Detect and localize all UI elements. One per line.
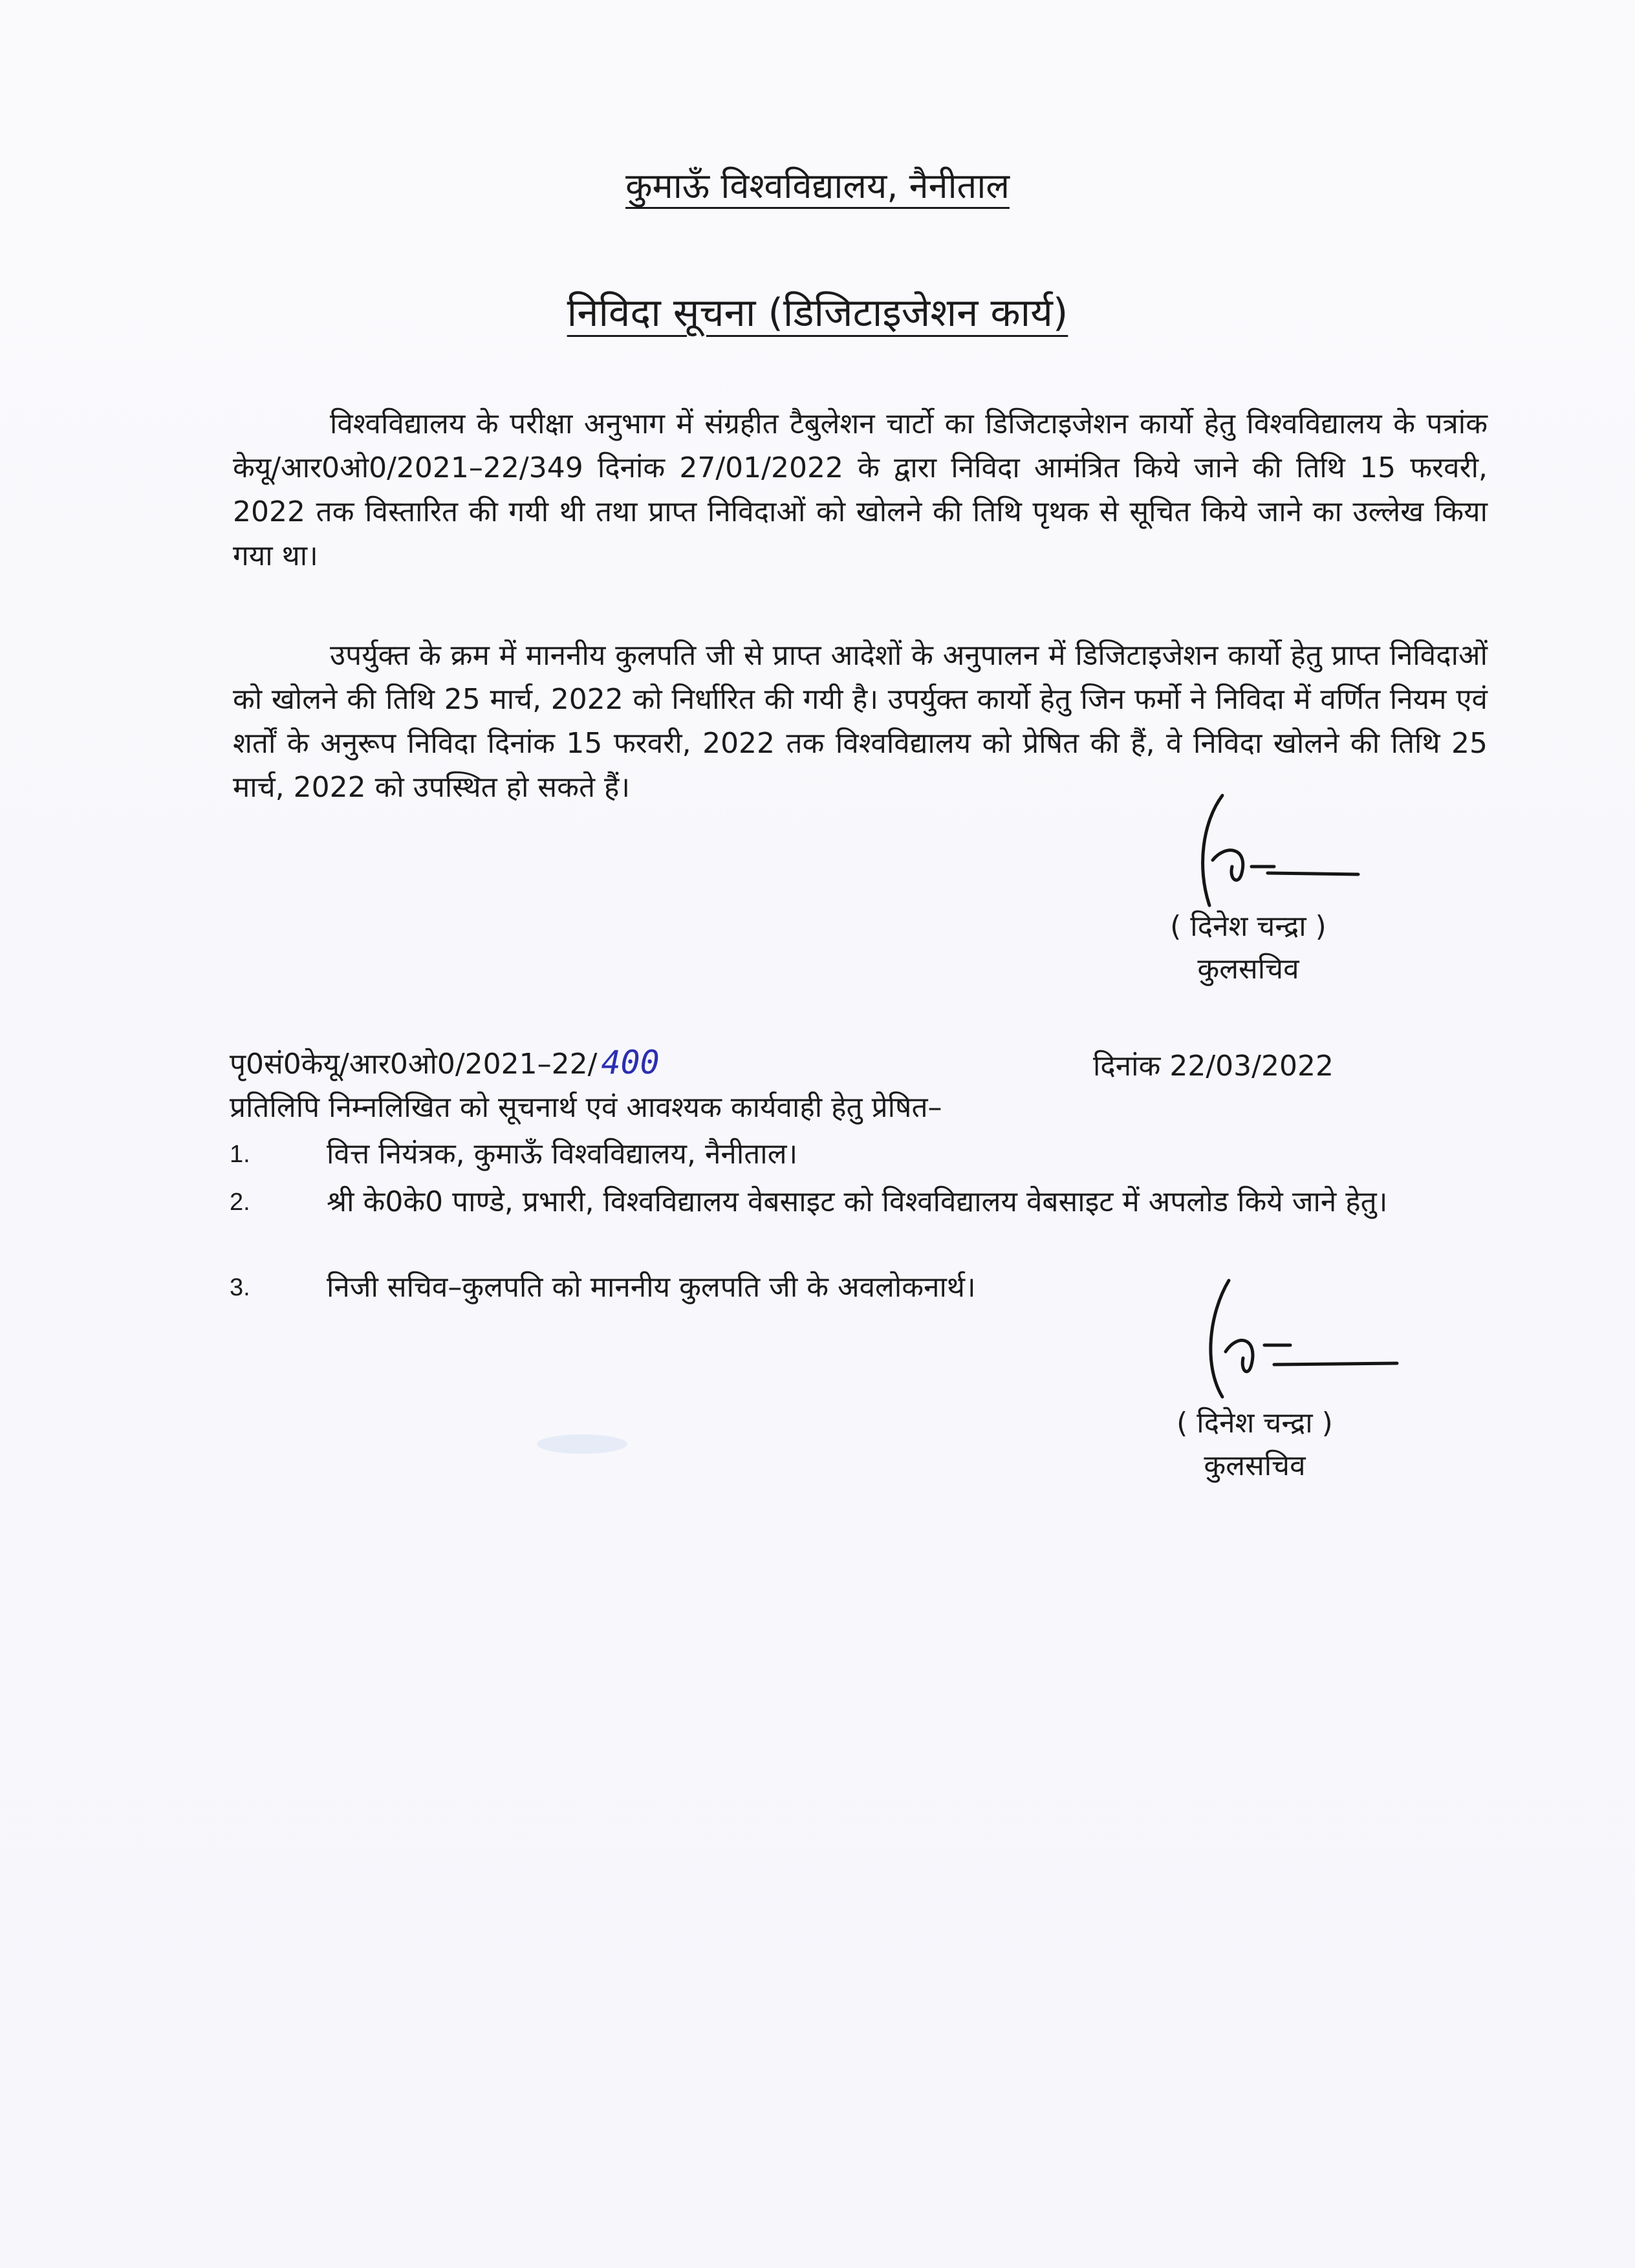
list-item-text: श्री के0के0 पाण्डे, प्रभारी, विश्वविद्यालय वेबसाइट को विश्वविद्यालय वेबसाइट में अपलोड किये जाने हेतु। [327,1185,1388,1218]
signatory-name: ( दिनेश चन्द्रा ) [1170,910,1326,943]
copy-intro: प्रतिलिपि निम्नलिखित को सूचनार्थ एवं आवश्यक कार्यवाही हेतु प्रेषित– [230,1091,942,1124]
signature-2 [1203,1268,1410,1416]
list-item-number: 1. [230,1141,250,1168]
body-paragraph-1: विश्वविद्यालय के परीक्षा अनुभाग में संग्रहीत टैबुलेशन चार्टो का डिजिटाइजेशन कार्यो हेतु विश्वविद्यालय के पत्रांक केयू/आर0ओ0/2021–22/349 दिनांक 27/01/2022 के द्वारा निविदा आमंत्रित किये जाने की तिथि 15 फरवरी, 2022 तक विस्तारित की गयी थी तथा प्राप्त निविदाओं को खोलने की तिथि पृथक से सूचित किये जाने का उल्लेख किया गया था। [233,407,1488,572]
reference-date: दिनांक 22/03/2022 [1093,1050,1334,1083]
paper-smudge [537,1434,627,1454]
signatory-name: ( दिनेश चन्द्रा ) [1176,1407,1333,1440]
signature-1 [1177,783,1371,925]
university-title: कुमाऊँ विश्वविद्यालय, नैनीताल [625,166,1010,206]
reference-number: 400 [601,1044,660,1081]
signatory-designation: कुलसचिव [1204,1449,1306,1482]
reference-line [230,1041,660,1086]
list-item-number: 2. [230,1189,250,1216]
signatory-designation: कुलसचिव [1197,953,1299,986]
body-paragraph-2: उपर्युक्त के क्रम में माननीय कुलपति जी से प्राप्त आदेशों के अनुपालन में डिजिटाइजेशन कार्यो हेतु प्राप्त निविदाओं को खोलने की तिथि 25 मार्च, 2022 को निर्धारित की गयी है। उपर्युक्त कार्यो हेतु जिन फर्मो ने निविदा में वर्णित नियम एवं शर्तों के अनुरूप निविदा दिनांक 15 फरवरी, 2022 तक विश्वविद्यालय को प्रेषित की हैं, वे निविदा खोलने की तिथि 25 मार्च, 2022 को उपस्थित हो सकते हैं। [233,639,1488,804]
reference-prefix: पृ0सं0केयू/आर0ओ0/2021–22/ [230,1048,598,1081]
notice-title: निविदा सूचना (डिजिटाइजेशन कार्य) [567,290,1068,336]
list-item-text: निजी सचिव–कुलपति को माननीय कुलपति जी के अवलोकनार्थ। [327,1271,976,1304]
signatory-block-2 [1119,1402,1391,1487]
list-item [230,1133,1488,1176]
list-item-text: वित्त नियंत्रक, कुमाऊँ विश्वविद्यालय, नैनीताल। [327,1138,798,1171]
list-item [230,1181,1488,1271]
signatory-block-1 [1112,905,1384,991]
list-item-number: 3. [230,1274,250,1301]
